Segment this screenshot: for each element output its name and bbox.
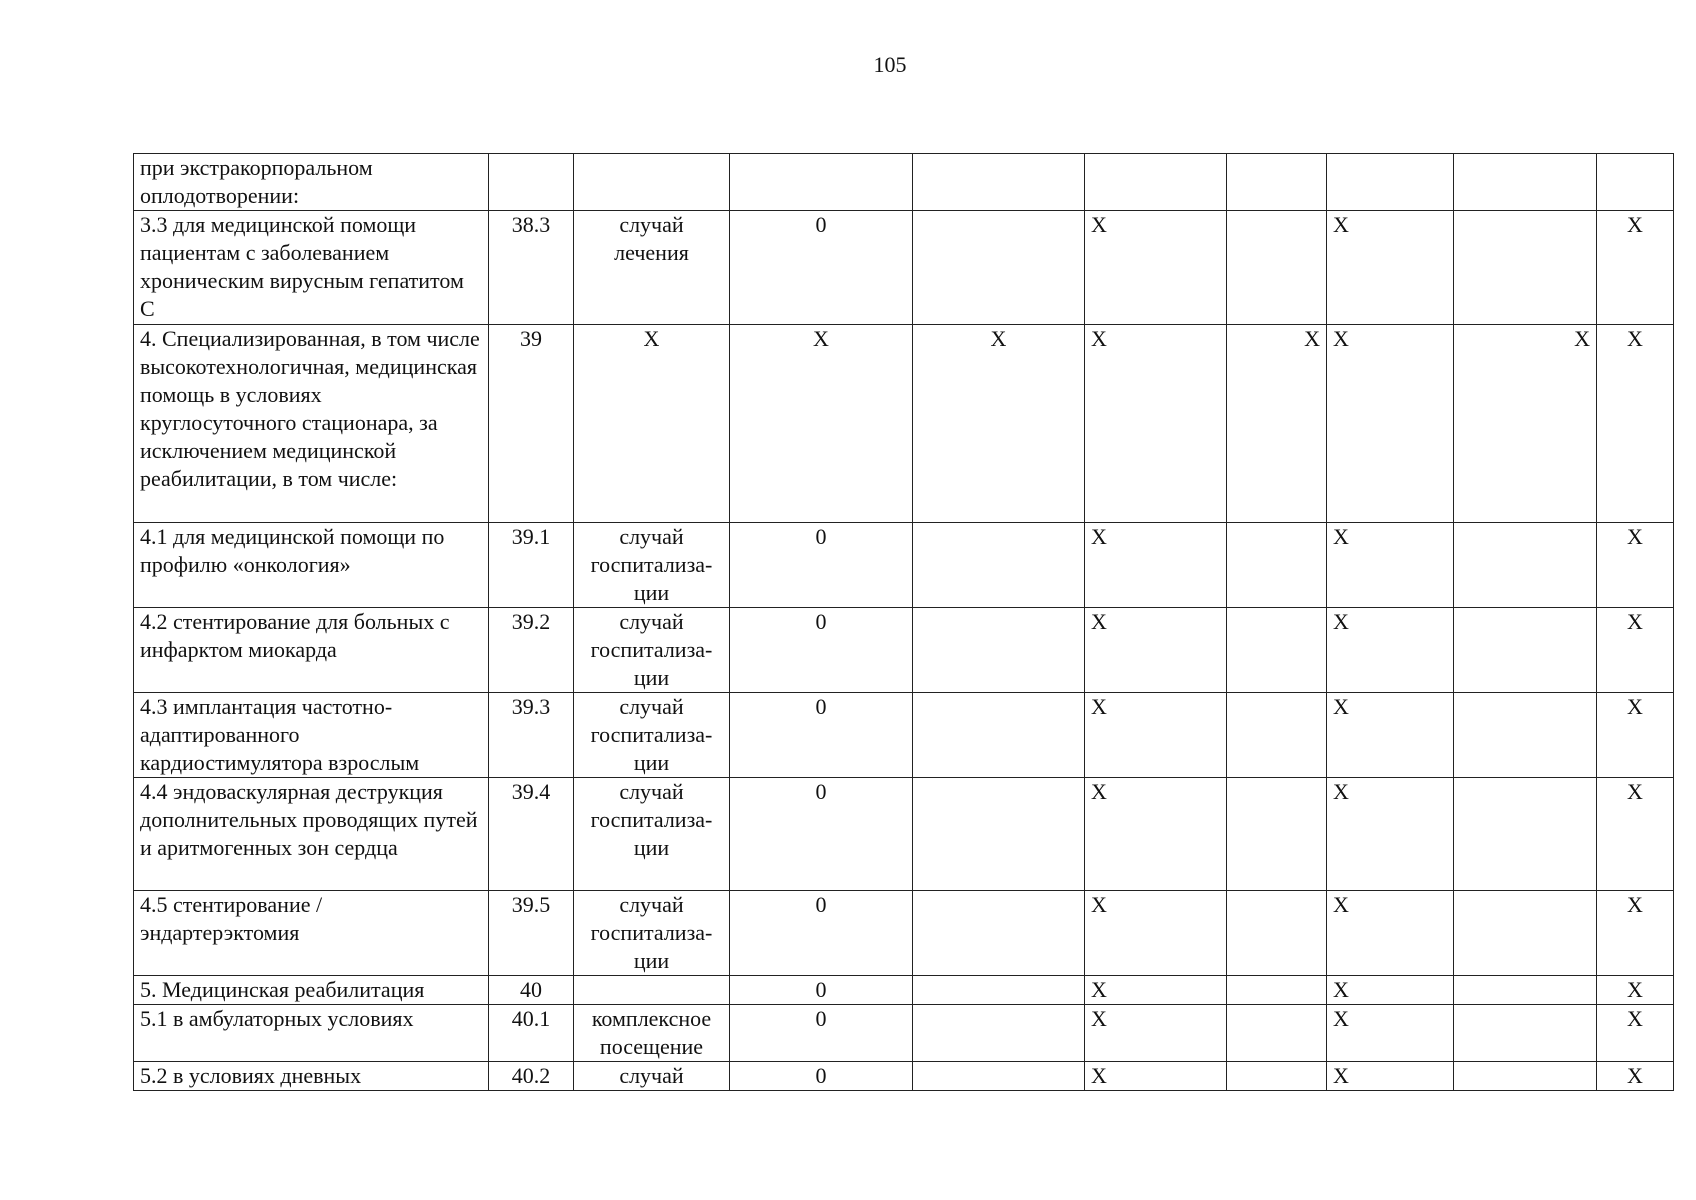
row-value-cell: Х	[1327, 1005, 1454, 1062]
row-value-cell: Х	[1597, 211, 1674, 325]
row-value-cell: Х	[1327, 891, 1454, 976]
row-value-cell	[1454, 1062, 1597, 1091]
row-value-cell: Х	[1454, 325, 1597, 523]
row-name: при экстракорпоральном оплодотворении:	[134, 154, 489, 211]
row-value-cell: 0	[730, 891, 913, 976]
row-value-cell	[1327, 154, 1454, 211]
row-name: 4.1 для медицинской помощи по профилю «онкология»	[134, 523, 489, 608]
row-value-cell	[913, 693, 1085, 778]
row-unit: случай госпитализа-ции	[574, 778, 730, 891]
row-code: 40	[489, 976, 574, 1005]
table-row	[134, 891, 1674, 976]
table-body	[134, 154, 1674, 1091]
row-unit	[574, 154, 730, 211]
row-value-cell	[730, 154, 913, 211]
row-name: 4.4 эндоваскулярная деструкция дополнительных проводящих путей и аритмогенных зон сердца	[134, 778, 489, 891]
page-number: 105	[873, 52, 907, 77]
row-value-cell	[1454, 891, 1597, 976]
row-value-cell: Х	[913, 325, 1085, 523]
row-value-cell: Х	[1597, 693, 1674, 778]
row-name: 4. Специализированная, в том числе высокотехнологичная, медицинская помощь в условиях круглосуточного стационара, за исключением медицинской реабилитации, в том числе:	[134, 325, 489, 523]
row-value-cell: Х	[1085, 891, 1227, 976]
row-value-cell: Х	[1085, 1005, 1227, 1062]
row-value-cell	[1227, 1062, 1327, 1091]
row-code: 39.1	[489, 523, 574, 608]
row-name: 4.3 имплантация частотно-адаптированного кардиостимулятора взрослым	[134, 693, 489, 778]
row-value-cell: Х	[1327, 693, 1454, 778]
row-unit: случай госпитализа-ции	[574, 891, 730, 976]
row-value-cell: Х	[1227, 325, 1327, 523]
row-value-cell	[1454, 778, 1597, 891]
row-value-cell: Х	[1597, 976, 1674, 1005]
row-value-cell: Х	[1327, 608, 1454, 693]
row-unit: случай госпитализа-ции	[574, 608, 730, 693]
row-value-cell	[1227, 211, 1327, 325]
row-value-cell: 0	[730, 1005, 913, 1062]
row-code: 38.3	[489, 211, 574, 325]
row-value-cell	[913, 891, 1085, 976]
row-unit: случай госпитализа-ции	[574, 693, 730, 778]
row-value-cell: Х	[1085, 211, 1227, 325]
row-value-cell	[1085, 154, 1227, 211]
row-unit: комплексное посещение	[574, 1005, 730, 1062]
row-value-cell: Х	[1085, 325, 1227, 523]
table-row	[134, 1062, 1674, 1091]
row-unit: случай госпитализа-ции	[574, 523, 730, 608]
row-value-cell: 0	[730, 976, 913, 1005]
row-name: 4.5 стентирование / эндартерэктомия	[134, 891, 489, 976]
row-value-cell	[913, 211, 1085, 325]
row-value-cell: Х	[1597, 523, 1674, 608]
row-value-cell: Х	[1085, 976, 1227, 1005]
row-value-cell	[1454, 154, 1597, 211]
table-row	[134, 211, 1674, 325]
row-code	[489, 154, 574, 211]
row-value-cell: Х	[1085, 523, 1227, 608]
row-value-cell	[913, 1062, 1085, 1091]
row-value-cell	[1597, 154, 1674, 211]
table-row	[134, 523, 1674, 608]
row-value-cell: Х	[1597, 1005, 1674, 1062]
row-unit: случай	[574, 1062, 730, 1091]
row-value-cell	[913, 1005, 1085, 1062]
row-value-cell: Х	[1597, 778, 1674, 891]
data-table	[133, 153, 1674, 1091]
row-value-cell	[1454, 1005, 1597, 1062]
row-value-cell: Х	[1327, 523, 1454, 608]
table-row	[134, 1005, 1674, 1062]
row-value-cell	[1227, 154, 1327, 211]
row-value-cell: Х	[1327, 325, 1454, 523]
row-value-cell: Х	[1327, 1062, 1454, 1091]
row-value-cell: 0	[730, 693, 913, 778]
row-unit: Х	[574, 325, 730, 523]
row-name: 5.1 в амбулаторных условиях	[134, 1005, 489, 1062]
row-value-cell: Х	[1597, 1062, 1674, 1091]
row-code: 39.5	[489, 891, 574, 976]
table-row	[134, 608, 1674, 693]
row-value-cell	[1454, 523, 1597, 608]
row-value-cell	[1454, 608, 1597, 693]
row-value-cell	[1227, 608, 1327, 693]
row-name: 5.2 в условиях дневных	[134, 1062, 489, 1091]
row-code: 39	[489, 325, 574, 523]
row-code: 39.3	[489, 693, 574, 778]
row-value-cell	[1227, 976, 1327, 1005]
row-value-cell	[913, 976, 1085, 1005]
row-name: 3.3 для медицинской помощи пациентам с заболеванием хроническим вирусным гепатитом С	[134, 211, 489, 325]
table-row	[134, 154, 1674, 211]
row-value-cell	[1227, 693, 1327, 778]
row-value-cell: Х	[1327, 976, 1454, 1005]
row-value-cell: 0	[730, 211, 913, 325]
row-code: 39.2	[489, 608, 574, 693]
row-name: 4.2 стентирование для больных с инфарктом миокарда	[134, 608, 489, 693]
row-value-cell	[1227, 523, 1327, 608]
row-code: 40.2	[489, 1062, 574, 1091]
row-value-cell	[913, 608, 1085, 693]
row-value-cell	[1227, 891, 1327, 976]
row-value-cell	[1227, 1005, 1327, 1062]
row-value-cell: Х	[1327, 211, 1454, 325]
row-value-cell	[913, 778, 1085, 891]
row-value-cell	[913, 523, 1085, 608]
row-value-cell: Х	[1085, 1062, 1227, 1091]
row-value-cell: 0	[730, 1062, 913, 1091]
row-value-cell: Х	[730, 325, 913, 523]
row-value-cell: 0	[730, 523, 913, 608]
row-value-cell	[1454, 976, 1597, 1005]
table-row	[134, 693, 1674, 778]
row-unit: случай лечения	[574, 211, 730, 325]
row-value-cell: Х	[1085, 778, 1227, 891]
row-value-cell: Х	[1085, 608, 1227, 693]
row-code: 39.4	[489, 778, 574, 891]
row-value-cell: 0	[730, 608, 913, 693]
row-value-cell: Х	[1597, 608, 1674, 693]
row-value-cell	[1454, 211, 1597, 325]
table-row	[134, 976, 1674, 1005]
table-row	[134, 778, 1674, 891]
row-value-cell: Х	[1597, 325, 1674, 523]
row-value-cell	[1227, 778, 1327, 891]
row-value-cell: 0	[730, 778, 913, 891]
table-row	[134, 325, 1674, 523]
row-value-cell	[1454, 693, 1597, 778]
row-name: 5. Медицинская реабилитация	[134, 976, 489, 1005]
row-value-cell	[913, 154, 1085, 211]
row-value-cell: Х	[1327, 778, 1454, 891]
row-value-cell: Х	[1597, 891, 1674, 976]
row-code: 40.1	[489, 1005, 574, 1062]
row-value-cell: Х	[1085, 693, 1227, 778]
row-unit	[574, 976, 730, 1005]
